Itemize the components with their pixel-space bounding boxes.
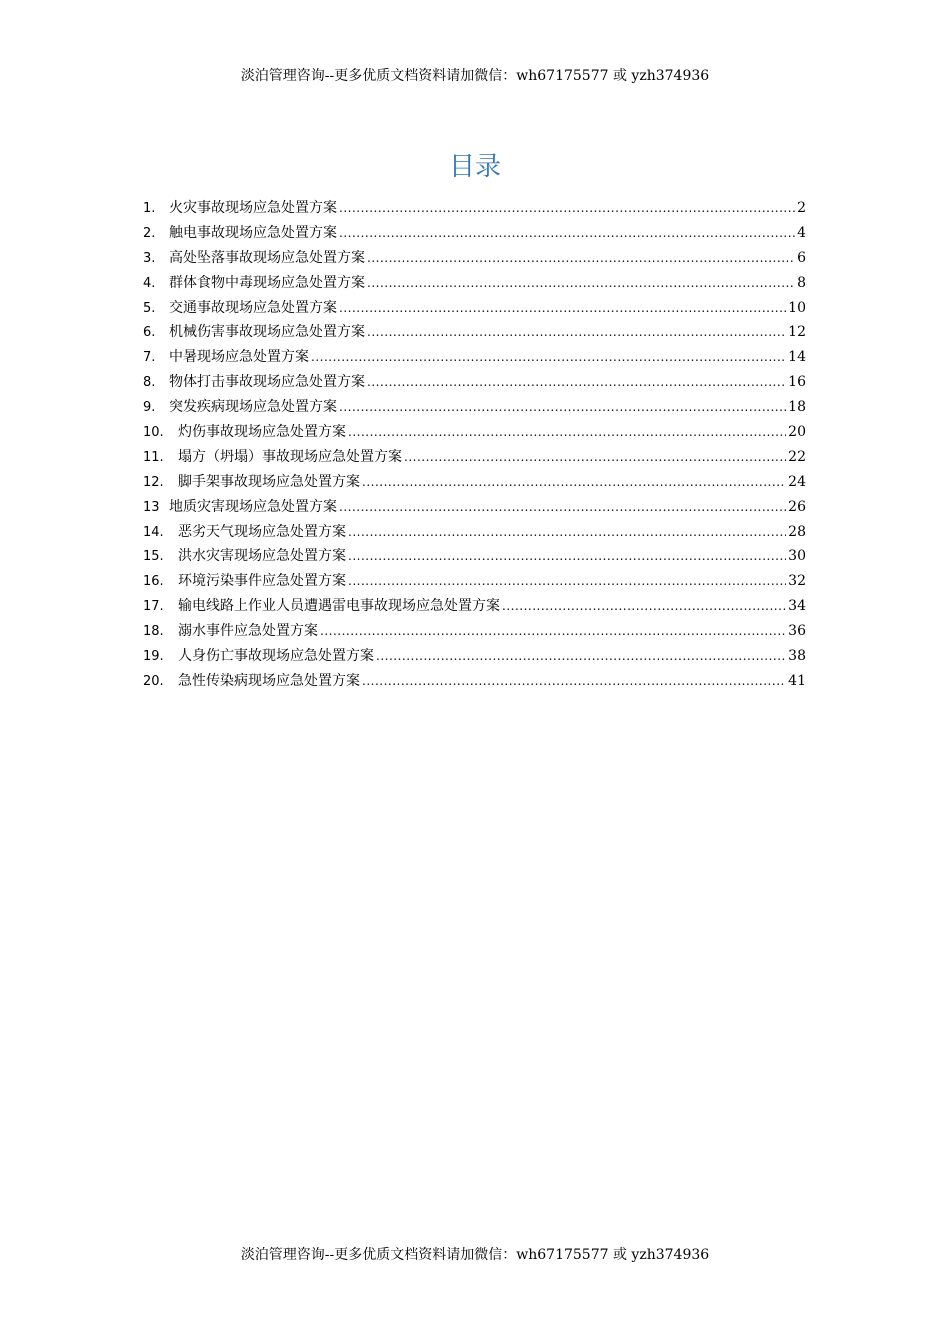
toc-entry[interactable] bbox=[143, 296, 806, 321]
toc-title: 目录 bbox=[448, 152, 501, 182]
toc-entry-label: 火灾事故现场应急处置方案 bbox=[169, 200, 337, 216]
toc-dot-leader bbox=[367, 370, 786, 395]
toc-entry-number: 1. bbox=[143, 201, 156, 216]
toc-entry-number: 6. bbox=[143, 325, 156, 341]
toc-entry-number: 4. bbox=[143, 275, 156, 291]
toc-entry[interactable] bbox=[143, 495, 806, 520]
toc-entry-number: 12. bbox=[143, 474, 164, 490]
toc-dot-leader bbox=[320, 619, 786, 644]
toc-dot-leader bbox=[362, 470, 786, 495]
toc-entry-label: 群体食物中毒现场应急处置方案 bbox=[169, 274, 365, 291]
toc-dot-leader bbox=[348, 420, 786, 445]
toc-dot-leader bbox=[376, 644, 786, 669]
toc-dot-leader bbox=[348, 569, 786, 594]
toc-entry-number: 14. bbox=[143, 524, 164, 540]
toc-entry-number: 8. bbox=[143, 375, 156, 391]
toc-entry-number: 9. bbox=[143, 400, 156, 416]
toc-dot-leader bbox=[502, 594, 786, 619]
toc-entry-page: 8 bbox=[797, 274, 806, 291]
toc-entry[interactable] bbox=[143, 594, 806, 619]
toc-entry[interactable] bbox=[143, 246, 806, 271]
toc-entry-number: 17. bbox=[143, 599, 164, 615]
toc-entry-page: 26 bbox=[788, 498, 806, 515]
toc-entry-page: 22 bbox=[788, 448, 806, 465]
toc-entry-page: 36 bbox=[788, 623, 806, 640]
toc-entry-number: 16. bbox=[143, 574, 164, 590]
toc-entry[interactable] bbox=[143, 619, 806, 644]
toc-entry-number: 2. bbox=[143, 225, 156, 241]
page-header: 淡泊管理咨询--更多优质文档资料请加微信：wh67175577 或 yzh374936 bbox=[240, 68, 710, 84]
toc-entry-label: 地质灾害现场应急处置方案 bbox=[169, 498, 337, 515]
toc-entry[interactable] bbox=[143, 669, 806, 694]
toc-dot-leader bbox=[367, 271, 795, 296]
toc-dot-leader bbox=[311, 345, 786, 370]
toc-entry[interactable] bbox=[143, 221, 806, 246]
toc-entry-label: 物体打击事故现场应急处置方案 bbox=[169, 374, 365, 391]
toc-entry-label: 塌方（坍塌）事故现场应急处置方案 bbox=[178, 448, 402, 465]
table-of-contents bbox=[143, 196, 806, 694]
toc-entry[interactable] bbox=[143, 644, 806, 669]
toc-entry-number: 10. bbox=[143, 425, 164, 441]
toc-entry-page: 14 bbox=[788, 349, 806, 366]
toc-entry-label: 输电线路上作业人员遭遇雷电事故现场应急处置方案 bbox=[178, 598, 500, 615]
toc-entry[interactable] bbox=[143, 271, 806, 296]
toc-dot-leader bbox=[367, 246, 795, 271]
toc-entry-label: 机械伤害事故现场应急处置方案 bbox=[169, 324, 365, 341]
toc-entry[interactable] bbox=[143, 395, 806, 420]
toc-entry-page: 32 bbox=[788, 573, 806, 590]
toc-entry-label: 环境污染事件应急处置方案 bbox=[178, 573, 346, 590]
toc-dot-leader bbox=[404, 445, 786, 470]
toc-entry-page: 2 bbox=[797, 200, 806, 216]
toc-entry-label: 突发疾病现场应急处置方案 bbox=[169, 399, 337, 416]
toc-entry-page: 41 bbox=[788, 672, 806, 689]
toc-entry-page: 20 bbox=[788, 424, 806, 441]
toc-dot-leader bbox=[339, 395, 786, 420]
toc-dot-leader bbox=[362, 669, 786, 694]
toc-entry-number: 7. bbox=[143, 350, 156, 366]
toc-entry[interactable] bbox=[143, 520, 806, 545]
toc-entry[interactable] bbox=[143, 544, 806, 569]
toc-entry-label: 交通事故现场应急处置方案 bbox=[169, 299, 337, 316]
toc-entry[interactable] bbox=[143, 370, 806, 395]
toc-entry-label: 灼伤事故现场应急处置方案 bbox=[178, 424, 346, 441]
toc-entry-label: 脚手架事故现场应急处置方案 bbox=[178, 473, 360, 490]
toc-entry-page: 12 bbox=[788, 324, 806, 341]
toc-entry-label: 高处坠落事故现场应急处置方案 bbox=[169, 249, 365, 266]
toc-entry-page: 38 bbox=[788, 648, 806, 665]
toc-entry-number: 5. bbox=[143, 300, 156, 316]
toc-entry-number: 15. bbox=[143, 549, 164, 565]
toc-entry-page: 10 bbox=[788, 299, 806, 316]
toc-entry-label: 触电事故现场应急处置方案 bbox=[169, 224, 337, 241]
toc-entry-page: 24 bbox=[788, 473, 806, 490]
toc-entry[interactable] bbox=[143, 320, 806, 345]
toc-entry-number: 11. bbox=[143, 449, 164, 465]
toc-entry[interactable] bbox=[143, 445, 806, 470]
toc-entry-page: 34 bbox=[788, 598, 806, 615]
toc-entry-page: 30 bbox=[788, 548, 806, 565]
toc-dot-leader bbox=[339, 196, 795, 221]
toc-entry-number: 19. bbox=[143, 649, 164, 665]
toc-dot-leader bbox=[339, 296, 786, 321]
toc-dot-leader bbox=[367, 320, 786, 345]
toc-entry-number: 20. bbox=[143, 673, 164, 689]
toc-entry-number: 18. bbox=[143, 624, 164, 640]
toc-entry-page: 16 bbox=[788, 374, 806, 391]
page-footer: 淡泊管理咨询--更多优质文档资料请加微信：wh67175577 或 yzh374936 bbox=[240, 1247, 710, 1263]
toc-entry[interactable] bbox=[143, 420, 806, 445]
toc-entry-page: 4 bbox=[797, 224, 806, 241]
toc-entry-label: 洪水灾害现场应急处置方案 bbox=[178, 548, 346, 565]
toc-entry[interactable] bbox=[143, 569, 806, 594]
toc-dot-leader bbox=[339, 221, 795, 246]
toc-entry-label: 中暑现场应急处置方案 bbox=[169, 349, 309, 366]
toc-entry-page: 6 bbox=[797, 249, 806, 266]
toc-entry-number: 13 bbox=[143, 499, 160, 515]
toc-dot-leader bbox=[348, 544, 786, 569]
toc-entry-label: 急性传染病现场应急处置方案 bbox=[178, 672, 360, 689]
toc-entry-label: 人身伤亡事故现场应急处置方案 bbox=[178, 648, 374, 665]
toc-entry-page: 18 bbox=[788, 399, 806, 416]
toc-entry[interactable] bbox=[143, 345, 806, 370]
toc-dot-leader bbox=[339, 495, 786, 520]
toc-entry-label: 溺水事件应急处置方案 bbox=[178, 623, 318, 640]
toc-dot-leader bbox=[348, 520, 786, 545]
toc-entry[interactable] bbox=[143, 196, 806, 221]
toc-entry[interactable] bbox=[143, 470, 806, 495]
toc-entry-label: 恶劣天气现场应急处置方案 bbox=[178, 523, 346, 540]
toc-entry-number: 3. bbox=[143, 250, 156, 266]
toc-entry-page: 28 bbox=[788, 523, 806, 540]
